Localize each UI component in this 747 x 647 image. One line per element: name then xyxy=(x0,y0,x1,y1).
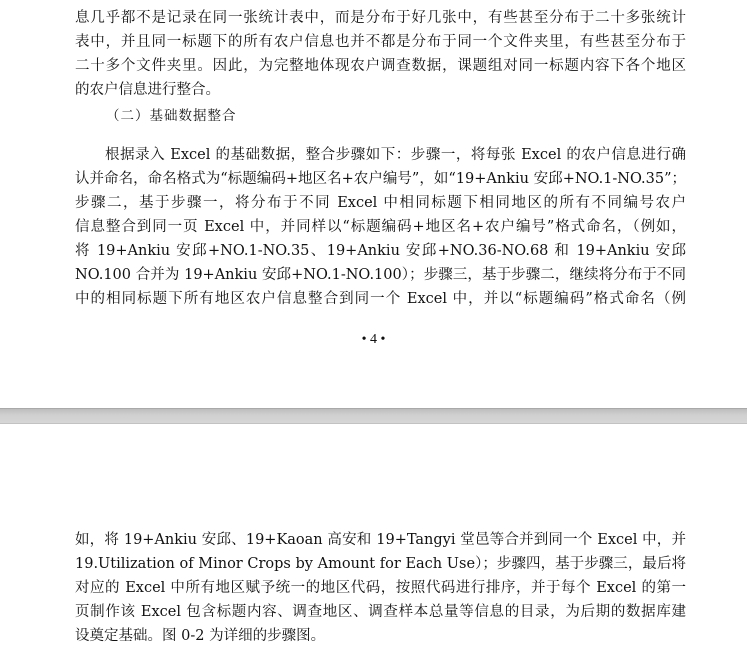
page-number: • 4 • xyxy=(361,332,386,347)
text-line: 如，将 19+Ankiu 安邱、19+Kaoan 高安和 19+Tangyi 堂邑等合并到同一个 Excel 中，并 xyxy=(75,532,686,548)
text-line: 对应的 Excel 中所有地区赋予统一的地区代码，按照代码进行排序，并于每个 Excel 的第一 xyxy=(75,580,686,596)
text-line: 认并命名，命名格式为“标题编码+地区名+农户编号”，如“19+Ankiu 安邱+NO.1-NO.35”； xyxy=(75,171,686,187)
text-line: NO.100 合并为 19+Ankiu 安邱+NO.1-NO.100）；步骤三，基于步骤二，继续将分布于不同 xyxy=(75,267,686,283)
text-line: 设奠定基础。图 0-2 为详细的步骤图。 xyxy=(75,628,326,644)
text-line: 步骤二，基于步骤一，将分布于不同 Excel 中相同标题下相同地区的所有不同编号农户 xyxy=(75,195,686,211)
text-line: 页制作该 Excel 包含标题内容、调查地区、调查样本总量等信息的目录，为后期的数据库建 xyxy=(75,604,686,620)
text-line: 根据录入 Excel 的基础数据，整合步骤如下：步骤一，将每张 Excel 的农户信息进行确 xyxy=(75,147,686,163)
section-heading: （二）基础数据整合 xyxy=(106,108,237,124)
page-separator xyxy=(0,408,747,424)
paragraph-integration-steps xyxy=(75,143,686,311)
paragraph-continued-steps xyxy=(75,528,686,647)
text-line: 息几乎都不是记录在同一张统计表中，而是分布于好几张中，有些甚至分布于二十多张统计 xyxy=(75,10,686,26)
text-line: 19.Utilization of Minor Crops by Amount for Each Use）；步骤四，基于步骤三，最后将 xyxy=(75,556,686,572)
text-line: 表中，并且同一标题下的所有农户信息也并不都是分布于同一个文件夹里，有些甚至分布于 xyxy=(75,34,686,50)
text-line: 信息整合到同一页 Excel 中，并同样以“标题编码+地区名+农户编号”格式命名，（例如， xyxy=(75,219,686,235)
paragraph-data-distribution xyxy=(75,6,686,102)
text-line: 的农户信息进行整合。 xyxy=(75,82,220,98)
text-line: 将 19+Ankiu 安邱+NO.1-NO.35、19+Ankiu 安邱+NO.36-NO.68 和 19+Ankiu 安邱 xyxy=(75,243,686,259)
page-5 xyxy=(0,424,747,647)
text-line: 中的相同标题下所有地区农户信息整合到同一个 Excel 中，并以“标题编码”格式命名（例 xyxy=(75,291,686,307)
text-line: 二十多个文件夹里。因此，为完整地体现农户调查数据，课题组对同一标题内容下各个地区 xyxy=(75,58,686,74)
